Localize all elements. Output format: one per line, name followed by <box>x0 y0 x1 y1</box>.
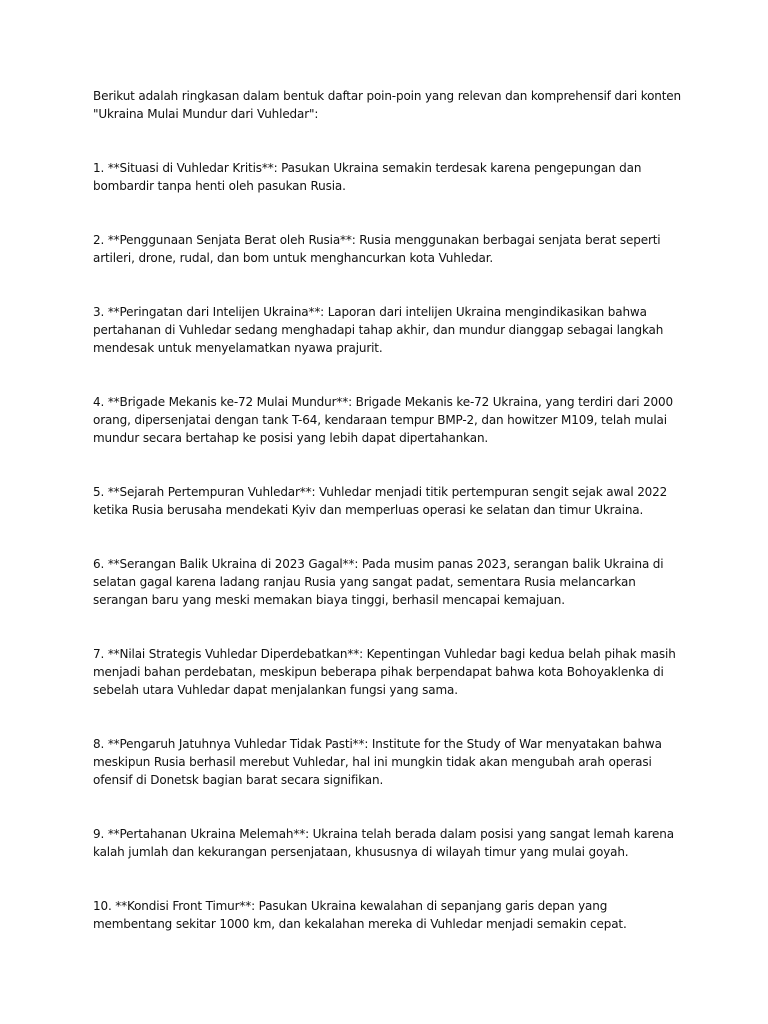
summary-point: 3. **Peringatan dari Intelijen Ukraina**: Laporan dari intelijen Ukraina mengindikasikan bahwa pertahanan di Vuhledar sedang menghadapi tahap akhir, dan mundur dianggap sebagai langkah mendesak untuk menyelamatkan nyawa prajurit. <box>93 305 664 355</box>
summary-point: 9. **Pertahanan Ukraina Melemah**: Ukraina telah berada dalam posisi yang sangat lemah karena kalah jumlah dan kekurangan persenjataan, khususnya di wilayah timur yang mulai goyah. <box>93 827 674 859</box>
intro-paragraph: Berikut adalah ringkasan dalam bentuk daftar poin-poin yang relevan dan komprehensif dari konten "Ukraina Mulai Mundur dari Vuhledar": <box>93 89 681 121</box>
summary-point: 1. **Situasi di Vuhledar Kritis**: Pasukan Ukraina semakin terdesak karena pengepungan dan bombardir tanpa henti oleh pasukan Rusia. <box>93 161 642 193</box>
summary-point: 7. **Nilai Strategis Vuhledar Diperdebatkan**: Kepentingan Vuhledar bagi kedua belah pihak masih menjadi bahan perdebatan, meskipun beberapa pihak berpendapat bahwa kota Bohoyaklenka di sebelah utara Vuhledar dapat menjalankan fungsi yang sama. <box>93 647 676 697</box>
summary-point: 2. **Penggunaan Senjata Berat oleh Rusia**: Rusia menggunakan berbagai senjata berat seperti artileri, drone, rudal, dan bom untuk menghancurkan kota Vuhledar. <box>93 233 661 265</box>
summary-point: 10. **Kondisi Front Timur**: Pasukan Ukraina kewalahan di sepanjang garis depan yang membentang sekitar 1000 km, dan kekalahan mereka di Vuhledar menjadi semakin cepat. <box>93 899 627 931</box>
summary-point: 4. **Brigade Mekanis ke-72 Mulai Mundur**: Brigade Mekanis ke-72 Ukraina, yang terdiri dari 2000 orang, dipersenjatai dengan tank T-64, kendaraan tempur BMP-2, dan howitzer M109, telah mulai mundur secara bertahap ke posisi yang lebih dapat dipertahankan. <box>93 395 673 445</box>
summary-point: 6. **Serangan Balik Ukraina di 2023 Gagal**: Pada musim panas 2023, serangan balik Ukraina di selatan gagal karena ladang ranjau Rusia yang sangat padat, sementara Rusia melancarkan serangan baru yang meski memakan biaya tinggi, berhasil mencapai kemajuan. <box>93 557 664 607</box>
summary-point: 8. **Pengaruh Jatuhnya Vuhledar Tidak Pasti**: Institute for the Study of War menyatakan bahwa meskipun Rusia berhasil merebut Vuhledar, hal ini mungkin tidak akan mengubah arah operasi ofensif di Donetsk bagian barat secara signifikan. <box>93 737 662 787</box>
document-page <box>93 87 683 933</box>
summary-point: 5. **Sejarah Pertempuran Vuhledar**: Vuhledar menjadi titik pertempuran sengit sejak awal 2022 ketika Rusia berusaha mendekati Kyiv dan memperluas operasi ke selatan dan timur Ukraina. <box>93 485 668 517</box>
